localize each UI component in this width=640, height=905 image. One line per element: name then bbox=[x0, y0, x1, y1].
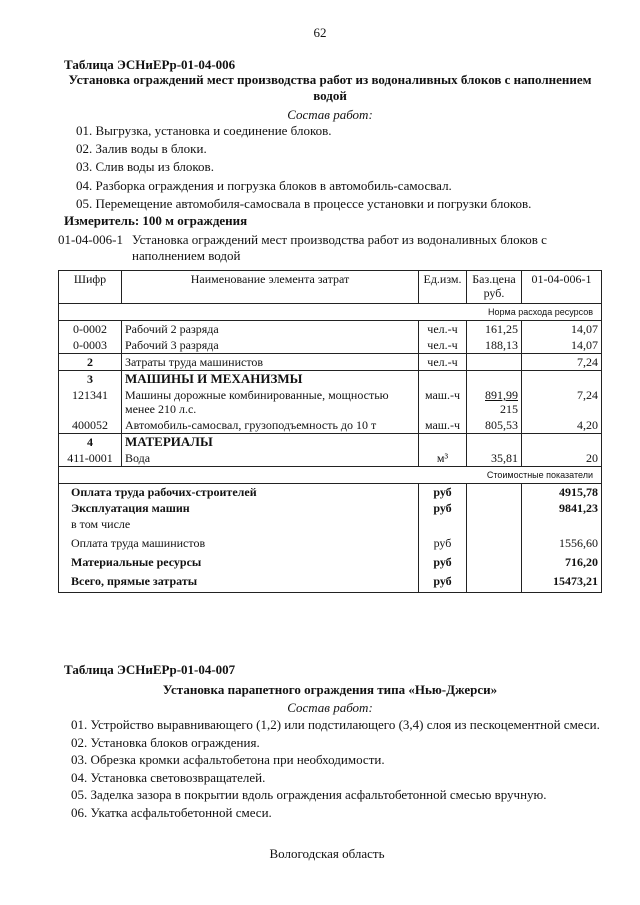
row-name: Рабочий 3 разряда bbox=[122, 337, 419, 354]
section-title: МАШИНЫ И МЕХАНИЗМЫ bbox=[122, 371, 419, 388]
section-row bbox=[59, 371, 602, 388]
cost-row bbox=[59, 535, 602, 554]
cost-unit: руб bbox=[419, 500, 467, 516]
cost-name: Оплата труда рабочих-строителей bbox=[59, 484, 419, 501]
table-heading: Установка парапетного ограждения типа «Нью-Джерси» bbox=[162, 682, 498, 697]
cost-unit bbox=[419, 516, 467, 535]
table-row bbox=[59, 387, 602, 417]
row-code: 411-0001 bbox=[59, 450, 122, 467]
row-unit: чел.-ч bbox=[419, 354, 467, 371]
cost-unit: руб bbox=[419, 535, 467, 554]
table-row bbox=[59, 337, 602, 354]
cost-name: в том числе bbox=[59, 516, 419, 535]
header-base-price: Баз.цена руб. bbox=[467, 271, 522, 304]
row-name: Машины дорожные комбинированные, мощностью менее 210 л.с. bbox=[122, 387, 419, 417]
cost-row bbox=[59, 516, 602, 535]
cost-name: Оплата труда машинистов bbox=[59, 535, 419, 554]
table-title: Таблица ЭСНиЕРр-01-04-006 bbox=[64, 57, 236, 72]
table-heading: Установка ограждений мест производства работ из водоналивных блоков с наполнением водой bbox=[68, 72, 592, 103]
row-price-extra: 215 bbox=[500, 402, 518, 416]
table-header-row bbox=[59, 271, 602, 304]
cost-table bbox=[58, 270, 602, 593]
row-price-value: 891,99 bbox=[485, 388, 518, 402]
cost-caption: Стоимостные показатели bbox=[59, 467, 602, 484]
cost-value: 1556,60 bbox=[522, 535, 602, 554]
header-norm: 01-04-006-1 bbox=[522, 271, 602, 304]
row-unit: маш.-ч bbox=[419, 417, 467, 434]
row-unit: маш.-ч bbox=[419, 387, 467, 417]
row-code: 0-0003 bbox=[59, 337, 122, 354]
row-name: Автомобиль-самосвал, грузоподъемность до 10 т bbox=[122, 417, 419, 434]
row-code: 0-0002 bbox=[59, 321, 122, 338]
row-price: 805,53 bbox=[467, 417, 522, 434]
cost-name: Материальные ресурсы bbox=[59, 554, 419, 573]
cost-value: 15473,21 bbox=[522, 573, 602, 593]
table-title: Таблица ЭСНиЕРр-01-04-007 bbox=[64, 662, 236, 677]
row-price: 35,81 bbox=[467, 450, 522, 467]
cost-value: 716,20 bbox=[522, 554, 602, 573]
row-norm: 4,20 bbox=[522, 417, 602, 434]
section-code: 3 bbox=[59, 371, 122, 388]
work-list bbox=[71, 716, 600, 822]
work-item: 04. Установка световозвращателей. bbox=[71, 769, 266, 785]
composition-label: Состав работ: bbox=[287, 107, 373, 122]
cost-value: 9841,23 bbox=[522, 500, 602, 516]
row-norm: 20 bbox=[522, 450, 602, 467]
work-item: 02. Установка блоков ограждения. bbox=[71, 734, 260, 750]
work-item: 02. Залив воды в блоки. bbox=[76, 141, 207, 157]
work-item: 05. Заделка зазора в покрытии вдоль ограждения асфальтобетонной смесью вручную. bbox=[71, 787, 547, 803]
row-name: Затраты труда машинистов bbox=[122, 354, 419, 371]
cost-row bbox=[59, 500, 602, 516]
row-price: 188,13 bbox=[467, 337, 522, 354]
work-list bbox=[76, 122, 531, 213]
cost-row bbox=[59, 573, 602, 593]
row-norm: 7,24 bbox=[522, 354, 602, 371]
header-code: Шифр bbox=[59, 271, 122, 304]
work-item: 01. Выгрузка, установка и соединение блоков. bbox=[76, 123, 332, 138]
cost-value bbox=[522, 516, 602, 535]
work-item: 04. Разборка ограждения и погрузка блоков в автомобиль-самосвал. bbox=[76, 177, 452, 193]
norm-description: Установка ограждений мест производства работ из водоналивных блоков с наполнением водой bbox=[132, 232, 547, 263]
table-row bbox=[59, 450, 602, 467]
row-unit: чел.-ч bbox=[419, 337, 467, 354]
meter-label: Измеритель: 100 м ограждения bbox=[64, 213, 248, 228]
table-row bbox=[59, 354, 602, 371]
row-unit: чел.-ч bbox=[419, 321, 467, 338]
work-item: 06. Укатка асфальтобетонной смеси. bbox=[71, 804, 272, 820]
section-title: МАТЕРИАЛЫ bbox=[122, 434, 419, 451]
row-name: Рабочий 2 разряда bbox=[122, 321, 419, 338]
work-item: 03. Обрезка кромки асфальтобетона при необходимости. bbox=[71, 752, 385, 768]
cost-value: 4915,78 bbox=[522, 484, 602, 501]
row-price bbox=[467, 387, 522, 417]
work-item: 05. Перемещение автомобиля-самосвала в процессе установки и погрузки блоков. bbox=[76, 195, 532, 211]
row-price: 161,25 bbox=[467, 321, 522, 338]
row-norm: 14,07 bbox=[522, 337, 602, 354]
row-norm: 14,07 bbox=[522, 321, 602, 338]
page-number: 62 bbox=[313, 25, 327, 40]
footer-region: Вологодская область bbox=[269, 846, 385, 861]
norm-caption-row bbox=[59, 304, 602, 321]
header-name: Наименование элемента затрат bbox=[122, 271, 419, 304]
row-code: 2 bbox=[59, 354, 122, 371]
cost-unit: руб bbox=[419, 484, 467, 501]
section-row bbox=[59, 434, 602, 451]
row-code: 121341 bbox=[59, 387, 122, 417]
composition-label: Состав работ: bbox=[287, 700, 373, 715]
cost-row bbox=[59, 484, 602, 501]
cost-caption-row bbox=[59, 467, 602, 484]
cost-row bbox=[59, 554, 602, 573]
cost-unit: руб bbox=[419, 554, 467, 573]
row-norm: 7,24 bbox=[522, 387, 602, 417]
norm-caption: Норма расхода ресурсов bbox=[59, 304, 602, 321]
row-price bbox=[467, 354, 522, 371]
norm-code: 01-04-006-1 bbox=[58, 232, 123, 247]
row-unit: м³ bbox=[419, 450, 467, 467]
header-unit: Ед.изм. bbox=[419, 271, 467, 304]
cost-name: Эксплуатация машин bbox=[59, 500, 419, 516]
row-code: 400052 bbox=[59, 417, 122, 434]
cost-unit: руб bbox=[419, 573, 467, 593]
section-code: 4 bbox=[59, 434, 122, 451]
row-name: Вода bbox=[122, 450, 419, 467]
work-item: 01. Устройство выравнивающего (1,2) или подстилающего (3,4) слоя из пескоцементной смеси. bbox=[71, 717, 600, 732]
table-row bbox=[59, 417, 602, 434]
table-row bbox=[59, 321, 602, 338]
work-item: 03. Слив воды из блоков. bbox=[76, 159, 214, 175]
cost-name: Всего, прямые затраты bbox=[59, 573, 419, 593]
